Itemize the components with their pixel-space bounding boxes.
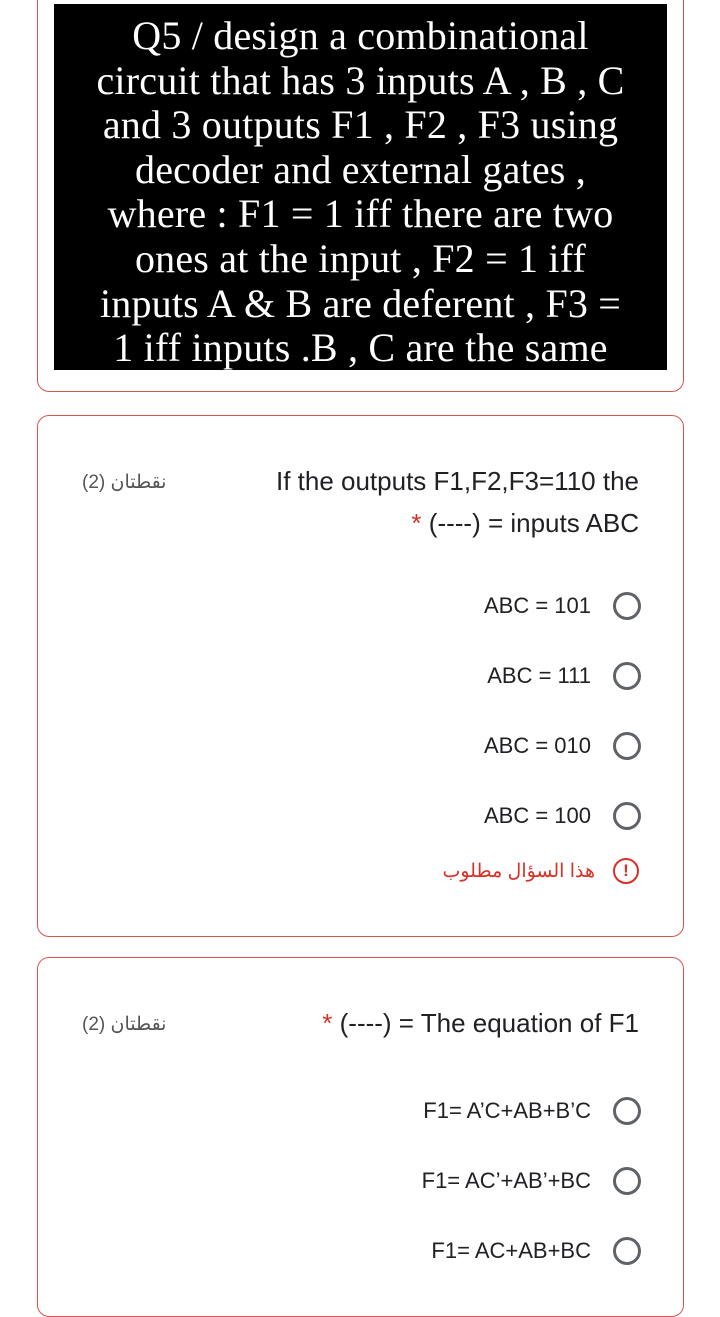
option-label: F1= A’C+AB+B’C [423, 1098, 591, 1123]
question-line: 1 iff inputs .B , C are the same [113, 325, 608, 371]
question-text-part: (----) = inputs ABC [428, 508, 639, 538]
radio-button[interactable] [613, 592, 641, 620]
option-label: F1= AC’+AB’+BC [421, 1168, 591, 1193]
radio-button[interactable] [613, 1097, 641, 1125]
warning-icon: ! [613, 858, 639, 884]
question-text [276, 460, 639, 544]
option-f1-2[interactable] [422, 1164, 641, 1198]
question-image-card [37, 0, 684, 392]
radio-button[interactable] [613, 1237, 641, 1265]
question-text [322, 1002, 639, 1044]
radio-button[interactable] [613, 732, 641, 760]
option-label: ABC = 100 [483, 803, 591, 828]
points-label: نقطتان (2) [82, 472, 167, 493]
question-line: inputs A & B are deferent , F3 = [99, 280, 622, 326]
radio-button[interactable] [613, 662, 641, 690]
question-line: where : F1 = 1 iff there are two [107, 191, 614, 237]
question-line: decoder and external gates , [135, 146, 586, 192]
option-label: F1= AC+AB+BC [431, 1238, 591, 1263]
question-line: ones at the input , F2 = 1 iff [134, 235, 587, 281]
question-text-line [322, 1002, 639, 1044]
option-abc-100[interactable] [484, 799, 641, 833]
option-label: ABC = 010 [483, 733, 591, 758]
required-warning [442, 858, 639, 884]
option-abc-111[interactable] [487, 659, 641, 693]
required-asterisk: * [322, 1008, 333, 1038]
option-label: ABC = 111 [487, 663, 591, 688]
required-asterisk: * [411, 508, 422, 538]
option-label: ABC = 101 [483, 593, 591, 618]
option-abc-101[interactable] [484, 589, 641, 623]
question-line: and 3 outputs F1 , F2 , F3 using [102, 102, 619, 148]
required-message: هذا السؤال مطلوب [442, 860, 595, 882]
question-text-part: (----) = The equation of F1 [339, 1008, 639, 1038]
question-card-1 [37, 415, 684, 937]
question-text-line [276, 502, 639, 544]
option-f1-1[interactable] [423, 1094, 641, 1128]
question-text-line: If the outputs F1,F2,F3=110 the [275, 466, 639, 496]
question-line: circuit that has 3 inputs A , B , C [96, 57, 625, 103]
question-line: Q5 / design a combinational [132, 13, 589, 58]
question-image [54, 4, 667, 370]
option-abc-010[interactable] [484, 729, 641, 763]
radio-button[interactable] [613, 802, 641, 830]
option-f1-3[interactable] [431, 1234, 641, 1268]
radio-button[interactable] [613, 1167, 641, 1195]
points-label: نقطتان (2) [82, 1014, 167, 1035]
question-card-2 [37, 957, 684, 1317]
